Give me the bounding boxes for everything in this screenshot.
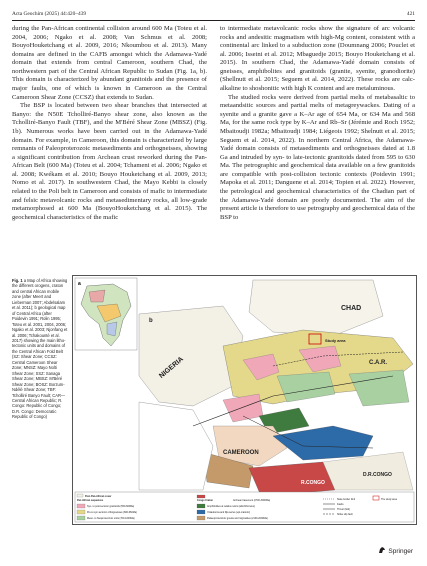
geological-map-svg: [73, 276, 416, 524]
figure-caption-text: a Map of Africa showing the different orogens, craton and central African mobile zone (after Meert and Lieberman 2007; Abdelsalam et al. 2011); b geological map of Central Africa (after Poidevin 1991; Rolin 1995; Toteu et al. 2001, 2004, 2006; Ngako et al. 2003; Njonfang et al. 2006; Tchakounté et al. 2017) showing the main litho-tectonic units and domains of the Central African Fold Belt (SZ: Shear Zone; CCSZ: Central Cameroon Shear Zone; MNSZ: Mayo Nolti Shear Zone; SSZ: Sanaga Shear Zone; MBSZ: M'Béré Shear Zone; BOSZ: Borzum-Ndélé Shear Zone; TBF: Tcholliré Banyo Fault; CAR—Central African Republic; R. Congo: Republic of Congo; D.R. Congo: Democratic Republic of Congo): [12, 278, 68, 420]
legend-swatch-post-pan-african: [77, 494, 83, 497]
legend-item-6: Archean basement (2700-3000Ma): [233, 499, 271, 502]
running-header-journal: Acta Geochim (2025) 44:420–439: [12, 11, 87, 17]
label-cameroon: CAMEROON: [223, 450, 259, 456]
legend-item-3: Amphibolites at relative relics (allochthonous): [207, 505, 255, 508]
springer-horse-icon: [378, 546, 386, 556]
right-text-column: [220, 25, 415, 222]
legend-swatch-5: [197, 516, 205, 520]
legend-symbol-2: Thrust (fold): [337, 508, 350, 511]
legend-item-4: Yokadouma and Dja series (epi-cratonic): [207, 511, 251, 514]
map-legend: [75, 492, 414, 522]
legend-item-2: Meso- to Neoproterozoic units (700-1000Ma): [87, 517, 135, 520]
inset-label-a: a: [78, 281, 81, 287]
legend-symbol-0: State border limit: [337, 498, 356, 501]
right-paragraph-2: The studied rocks were derived from partial melts of metabasaltic to metaandsitic sources and partial melts of metagreywackes. Dating of a syenite and a granite gave a K–Ar age of 654 Ma, or 634 Ma and 568 Ma, for the same rock type by K–Ar and Rb–Sr (Jérémie and Roch 1952; Mbaitoudji 1982a; Mbaitoudji 1984; Liégeois 1992; Shelnutt et al. 2015; Seguem et al. 2014, 2022). In northern Central Africa, the Adamawa-Yadé domain consists of metasediments and orthogneisses dated at 1.8 Ga and intruded by syn- to late-tectonic granitoids dated from 595 to 630 Ma. The petrographic and geochemical data available on a few granitoids are compatible with post-collision tectonic contexts (Poidevin 1991; Mapoka et al. 2011; Danguene et al. 2014; Topien et al. 2022). However, the petrological and geochemical characteristics of the Chadian part of the Adamawa-Yadé domain are poorly documented. The aim of the present article is therefore to use petrography and geochemical data of the BSP to: [220, 93, 415, 221]
legend-swatch-3: [197, 504, 205, 508]
africa-inset-map: [75, 278, 137, 350]
header-rule: [12, 20, 415, 21]
legend-post-pan-african: Post-Pan-African cover: [85, 495, 112, 498]
left-paragraph-1: during the Pan-African continental collision around 600 Ma (Toteu et al. 2004, 2006; Ngako et al. 2008; Van Schmus et al. 2008; BouyoHouketchang et al. 2009, 2016; Nkoumbou et al. 2013). Many domains are defined in the CAFB amongst which the Adamawa-Yadé domain that extends from central Cameroon, southern Chad, the northwestern part of the Central African Republic to Sudan (Fig. 1a, b). This domain is characterized by abundant granitoids and the presence of major faults, one of which is known in Cameroon as the Central Cameroon Shear Zone (CCSZ) that extends to Sudan.: [12, 25, 207, 101]
figure-caption: [12, 278, 68, 420]
legend-item-1: Pre-to syn-tectonic orthogneisses (600-660Ma): [87, 511, 137, 514]
legend-swatch-0: [77, 504, 85, 508]
legend-congo-craton: Congo Craton: [197, 499, 213, 502]
figure-caption-label: Fig. 1: [12, 278, 23, 283]
legend-swatch-6: [197, 495, 205, 498]
left-paragraph-2: The BSP is located between two shear branches that intersected at Banyo: the N50E Tcholliré-Banyo shear zone, also known as the Tcholliré-Banyo Fault (TBF), and the M'Béré Shear Zone (MBSZ) (Fig. 1b). Numerous works have been carried out in the Adamawa-Yadé domain. For example, in Cameroon, this domain is characterized by large remnants of Paleoproterozoic metasediments and orthogneisses, showing a significant contribution from Archean crust reworked during the Pan-African Belt (600 Ma) (Toteu et al. 2004; Tchameni et al. 2006; Ngako et al. 2008; Kwékam et al. 2010; Bouyo Houketchang et al. 2009, 2013; Nomo et al. 2017). In southwestern Chad, the Mayo Kebbi is closely related to the Poli belt in Cameroon and consists of mafic to intermediate and felsic metavolcanic rocks and metasedimentary rocks, all low-grade metamorphosed at 600 Ma (BouyoHouketchang et al. 2015). The geochemical characteristics of the mafic: [12, 102, 207, 221]
label-drcongo: D.R.CONGO: [363, 472, 392, 478]
label-chad: CHAD: [341, 305, 362, 312]
region-archean-basement: [249, 462, 335, 496]
publisher-name: Springer: [388, 547, 413, 555]
label-study-area: Study area: [325, 338, 346, 343]
legend-pan-african: Pan African sequences: [77, 499, 104, 502]
legend-symbol-4: The study area: [381, 498, 397, 501]
label-panel-b: b: [149, 318, 153, 324]
legend-item-0: Syn- to post-tectonic granitoids (550-600Ma): [87, 505, 135, 508]
legend-swatch-1: [77, 510, 85, 514]
left-text-column: [12, 25, 207, 222]
legend-item-5: Palaeoproterozoic gneiss and migmatites (2100-2000Ma): [207, 517, 268, 520]
label-rcongo: R.CONGO: [301, 480, 325, 486]
right-paragraph-1: to intermediate metavolcanic rocks show the signature of arc volcanic rocks and andesitic magmatism with high-Mg content, consistent with a continental arc linked to a subduction zone (Doumnang 2006; Pouclet et al. 2006; Isseini et al. 2012; Mbaguedje 2015; Bouyo Houketchang et al. 2015). In southern Chad, the Adamawa-Yadé domain consists of gneisses, amphibolites and granitoids (granite, syenite, granodiorite) (Shellnutt et al. 2015; Seguem et al. 2014, 2022). These rocks are calc-alkaline to shoshonitic with high K content and are metaluminous.: [220, 25, 415, 93]
label-nigeria: NIGERIA: [158, 355, 185, 380]
page-number: 421: [406, 11, 415, 17]
legend-symbol-1: Faults: [337, 503, 344, 506]
legend-swatch-2: [77, 516, 85, 520]
geological-map-figure: [72, 275, 417, 525]
legend-symbol-3: Strike slip fault: [337, 513, 353, 516]
legend-swatch-4: [197, 510, 205, 514]
publisher-logo: [378, 546, 413, 556]
label-car: C.A.R.: [369, 360, 387, 366]
